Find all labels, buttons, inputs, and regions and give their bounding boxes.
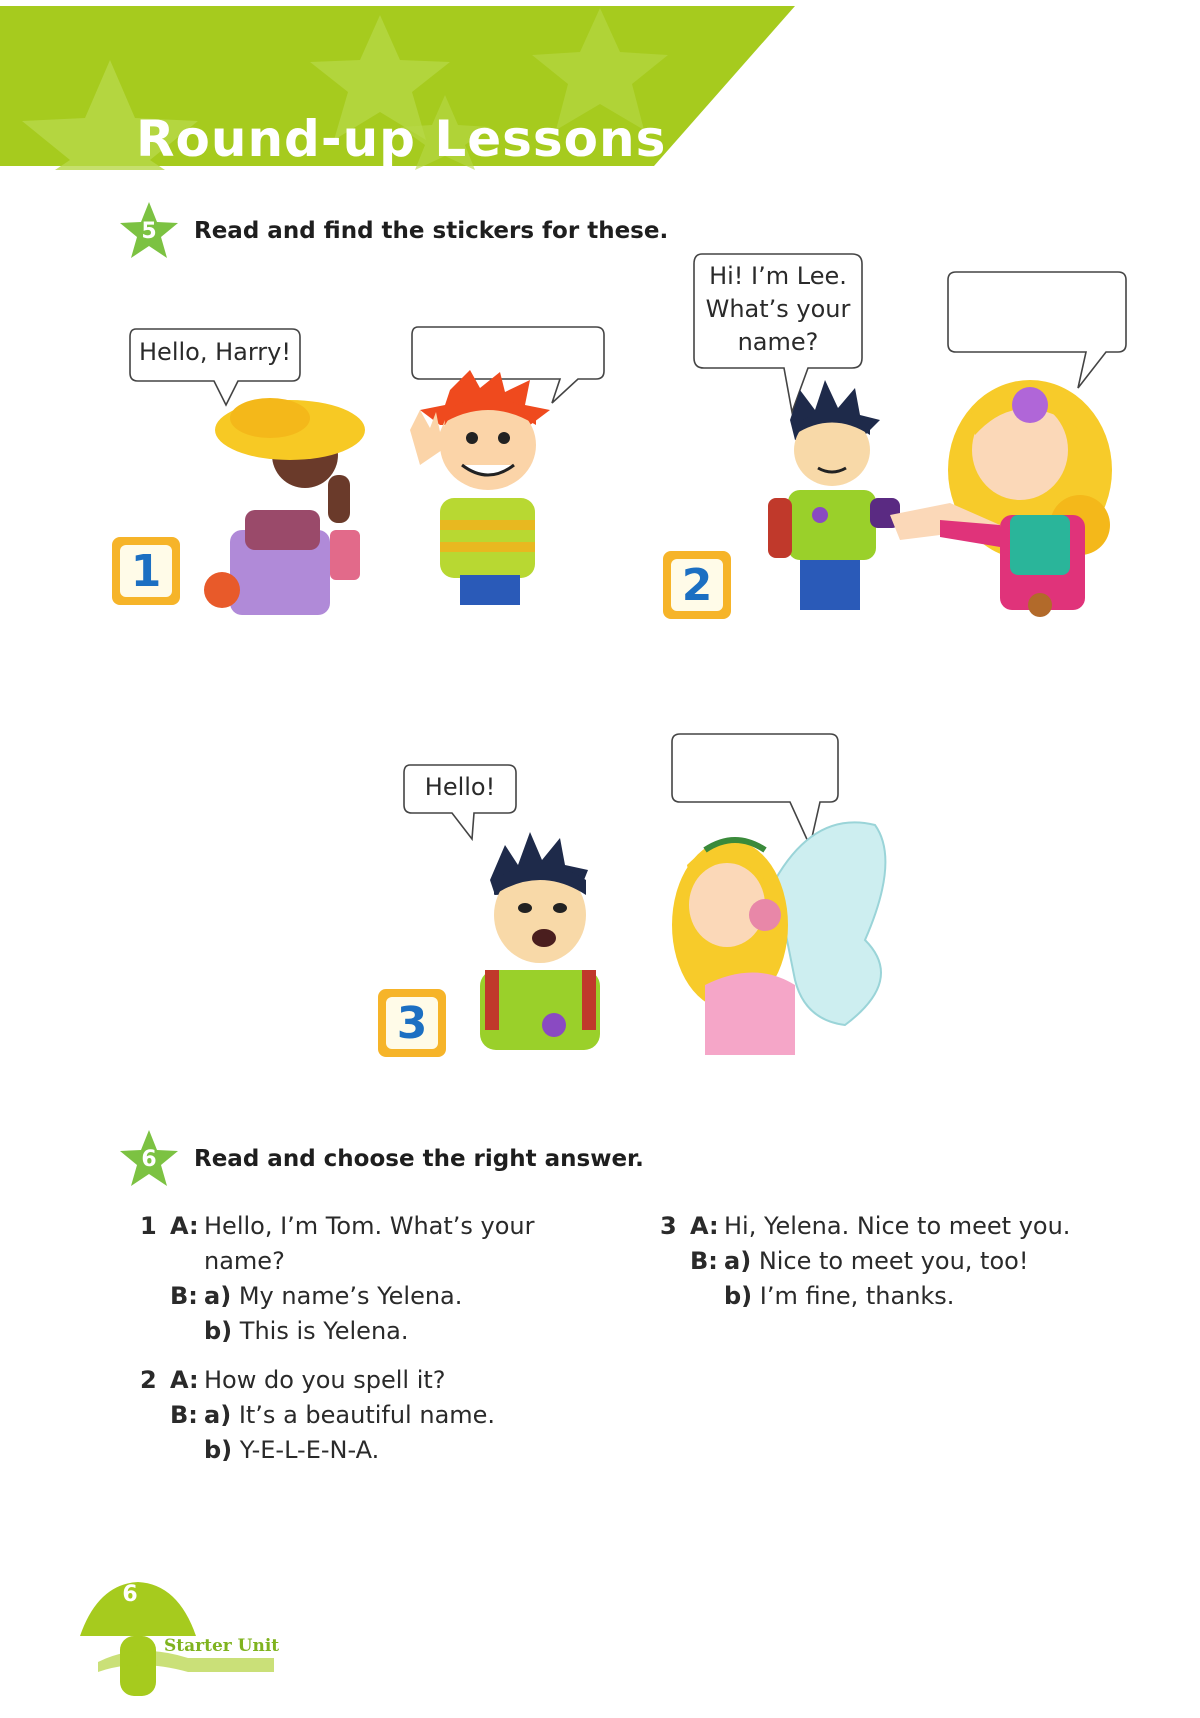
tile-number: 2 [681, 560, 713, 611]
exercise-number: 6 [141, 1147, 157, 1172]
question-number: 2 [140, 1366, 157, 1394]
question-item-1 [140, 1209, 600, 1349]
character-lee [760, 380, 900, 610]
exercise-instruction: Read and find the stickers for these. [194, 218, 669, 244]
unit-label: Starter Unit [164, 1636, 280, 1656]
tile-number: 1 [130, 546, 162, 597]
character-tom [470, 830, 610, 1050]
number-tile [376, 987, 448, 1059]
character-harry [400, 370, 570, 605]
character-yelena [880, 375, 1130, 620]
question-text: Hello, I’m Tom. What’s your [204, 1212, 535, 1240]
answer-option-b[interactable]: b) This is Yelena. [204, 1317, 409, 1345]
exercise-6-heading [118, 1128, 644, 1190]
question-item-2 [140, 1363, 600, 1468]
speech-bubble-line: name? [737, 328, 819, 356]
speaker-label: A: [170, 1212, 199, 1240]
exercise-number: 5 [141, 219, 157, 244]
question-number: 3 [660, 1212, 677, 1240]
speaker-label: A: [690, 1212, 719, 1240]
answer-option-a[interactable]: a) My name’s Yelena. [204, 1282, 463, 1310]
character-girl-hat [200, 380, 380, 615]
page-title: Round-up Lessons [136, 110, 667, 168]
star-number-badge [118, 1128, 180, 1190]
speech-bubble-line: What’s your [705, 295, 851, 323]
page-number: 6 [122, 1582, 138, 1607]
answer-option-b[interactable]: b) Y-E-L-E-N-A. [204, 1436, 380, 1464]
question-text: Hi, Yelena. Nice to meet you. [724, 1212, 1071, 1240]
question-number: 1 [140, 1212, 157, 1240]
speech-bubble-empty [946, 270, 1128, 390]
speaker-label: A: [170, 1366, 199, 1394]
speaker-label: B: [170, 1282, 198, 1310]
speech-bubble-text: Hello, Harry! [139, 338, 291, 366]
exercise-5-heading [118, 200, 668, 262]
speaker-label: B: [690, 1247, 718, 1275]
character-fairy [672, 822, 885, 1055]
answer-option-b[interactable]: b) I’m fine, thanks. [724, 1282, 955, 1310]
answer-option-a[interactable]: a) It’s a beautiful name. [204, 1401, 496, 1429]
speech-bubble-line: Hi! I’m Lee. [709, 262, 847, 290]
question-text: name? [204, 1247, 285, 1275]
speaker-label: B: [170, 1401, 198, 1429]
answer-option-a[interactable]: a) Nice to meet you, too! [724, 1247, 1029, 1275]
tile-number: 3 [396, 998, 428, 1049]
exercise-instruction: Read and choose the right answer. [194, 1146, 644, 1172]
question-item-3 [660, 1209, 1140, 1314]
question-text: How do you spell it? [204, 1366, 446, 1394]
number-tile [110, 535, 182, 607]
speech-bubble-text: Hello! [424, 773, 496, 801]
star-number-badge [118, 200, 180, 262]
number-tile [661, 549, 733, 621]
